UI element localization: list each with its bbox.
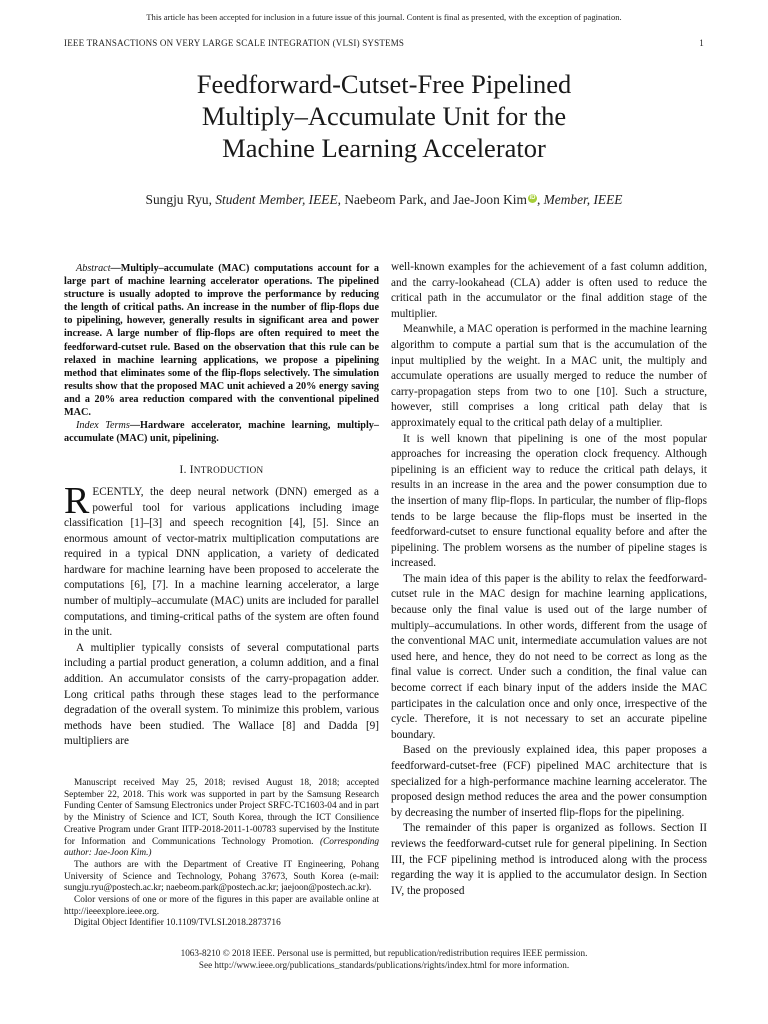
abstract-text: —Multiply–accumulate (MAC) computations account for a large part of machine learning accelerator operations. The pipelined structure is usually adopted to improve the performance by reducing the length of critical paths. An increase in the number of flip-flops due to pipelining, however, generally results in significant area and power increase. A large number of flip-flops are often required to meet the feedforward-cutset rule. Based on the observation that this rule can be relaxed in machine learning applications, we propose a pipelining method that eliminates some of the flip-flops selectively. The simulation results show that the proposed MAC unit achieved a 20% energy saving and a 20% area reduction compared with the conventional pipelined MAC.	[64, 263, 379, 419]
footnote-doi: Digital Object Identifier 10.1109/TVLSI.2018.2873716	[74, 918, 281, 929]
acceptance-notice: This article has been accepted for inclusion in a future issue of this journal. Content is final as presented, with the exception of pagination.	[146, 12, 622, 22]
orcid-icon[interactable]: iD	[529, 194, 536, 201]
title-line: Multiply–Accumulate Unit for the	[201, 101, 567, 131]
left-column	[64, 262, 379, 750]
author-park-kim: , Naebeom Park, and Jae-Joon Kim	[337, 192, 527, 207]
intro-paragraph: A multiplier typically consists of several computational parts including a partial product generation, a column addition, and a final addition. An accumulator consists of the carry-propagation adder. Long critical paths through these stages lead to the performance degradation of the overall system. To minimize this problem, various methods have been studied. The Wallace [8] and Dadda [9] multipliers are	[64, 641, 379, 748]
copyright-line: 1063-8210 © 2018 IEEE. Personal use is permitted, but republication/redistribution requires IEEE permission.	[180, 948, 588, 958]
body-paragraph: The main idea of this paper is the ability to relax the feedforward-cutset rule in the MAC design for machine learning applications, because only the final value is used out of the large number of multiply–accumulations. In other words, different from the usage of the conventional MAC unit, intermediate accumulation values are not used here, and hence, they do not need to be correct as long as the final value is correct. Under such a condition, the final value can become correct if each binary input of the adders inside the MAC participates in the calculation once and only once, irrespective of the cycle. Therefore, it is not necessary to set an accurate pipeline boundary.	[391, 572, 707, 741]
intro-paragraph: RECENTLY, the deep neural network (DNN) emerged as a powerful tool for various applications including image classification [1]–[3] and speech recognition [4], [5]. Since an enormous amount of vector-matrix multiplication computations are required in a typical DNN application, a variety of dedicated hardware for machine learning have been proposed to accelerate the computations [6], [7]. In a machine learning accelerator, a large number of multiply–accumulate (MAC) units are included for parallel computations, and timing-critical paths of the system are often found in the unit.	[64, 479, 379, 639]
author-line: Sungju Ryu, Student Member, IEEE, Naebeom Park, and Jae-Joon Kim iD , Member, IEEE	[145, 192, 623, 207]
body-paragraph: Meanwhile, a MAC operation is performed in the machine learning algorithm to compute a partial sum that is the accumulation of the input multiplied by the weight. In a MAC unit, the multiply and accumulate operations are usually merged to reduce the number of carry-propagation steps from two to one [10]. Such a structure, however, still comprises a long critical path delay that is approximately equal to the critical path delay of a multiplier.	[391, 323, 707, 429]
footnote-affiliation: The authors are with the Department of Creative IT Engineering, Pohang University of Science and Technology, Pohang 37673, South Korea (e-mail: sungju.ryu@postech.ac.kr; naebeom.park@postech.ac.kr; jaejoon@postech.ac.kr).	[64, 859, 379, 894]
footnote-color: Color versions of one or more of the figures in this paper are available online at http://ieeexplore.ieee.org.	[64, 895, 379, 917]
author-kim-role: Member, IEEE	[543, 192, 623, 207]
author-ryu: Sungju Ryu,	[145, 192, 216, 207]
copyright-notice	[0, 947, 768, 971]
title-line: Machine Learning Accelerator	[222, 133, 546, 163]
rights-link-line: See http://www.ieee.org/publications_standards/publications/rights/index.html for more information.	[198, 960, 570, 970]
body-paragraph: well-known examples for the achievement of a fast column addition, and the carry-lookahead (CLA) adder is often used to reduce the critical path in the accumulator or the final addition stage of the multiplier.	[391, 261, 707, 320]
author-ryu-role: Student Member, IEEE	[215, 192, 338, 207]
body-paragraph: It is well known that pipelining is one of the most popular approaches for increasing the operation clock frequency. Although pipelining is an efficient way to reduce the critical path delays, it results in an increase in the area and the power consumption due to the insertion of many flip-flops. In particular, the number of flip-flops tends to be large because the flip-flops must be inserted in the feedforward-cutset to ensure functional equality before and after the pipelining. The problem worsens as the number of pipeline stages is increased.	[391, 432, 707, 570]
body-paragraph: Based on the previously explained idea, this paper proposes a feedforward-cutset-free (FCF) pipelined MAC architecture that is specialized for a high-performance machine learning accelerator. The proposed design method reduces the area and the power consumption by decreasing the number of inserted flip-flops for the pipelining.	[391, 744, 707, 819]
section-heading-introduction: I. INTRODUCTION	[179, 464, 264, 477]
footnote-manuscript: Manuscript received May 25, 2018; revised August 18, 2018; accepted September 22, 2018. This work was supported in part by the Samsung Research Funding Center of Samsung Electronics under Project SRFC-TC1603-04 and in part by the Ministry of Science and ICT, South Korea, through the ICT Consilience Creative Program under Grant IITP-2018-2011-1-00783 supervised by the Institute for Information and Communications Technology Promotion. (Corresponding author: Jae-Joon Kim.)	[64, 778, 379, 859]
footnotes	[64, 778, 379, 930]
abstract-label: Abstract	[76, 263, 111, 274]
index-terms-label: Index Terms	[76, 420, 130, 432]
page-number: 1	[699, 38, 704, 48]
abstract	[64, 262, 379, 419]
index-terms	[64, 419, 379, 445]
body-paragraph: The remainder of this paper is organized as follows. Section II reviews the feedforward-cutset rule for general pipelining. In Section III, the FCF pipelining method is introduced along with the process regarding the way it is applied to the accumulator design. In Section IV, the proposed	[391, 822, 707, 897]
drop-cap: R	[64, 479, 90, 522]
title-line: Feedforward-Cutset-Free Pipelined	[196, 69, 572, 99]
index-terms-text: —Hardware accelerator, machine learning, multiply–accumulate (MAC) unit, pipelining.	[64, 420, 379, 445]
journal-name: IEEE TRANSACTIONS ON VERY LARGE SCALE INTEGRATION (VLSI) SYSTEMS	[64, 38, 405, 48]
paper-title	[0, 68, 768, 164]
right-column	[391, 260, 707, 899]
running-head	[64, 38, 704, 48]
